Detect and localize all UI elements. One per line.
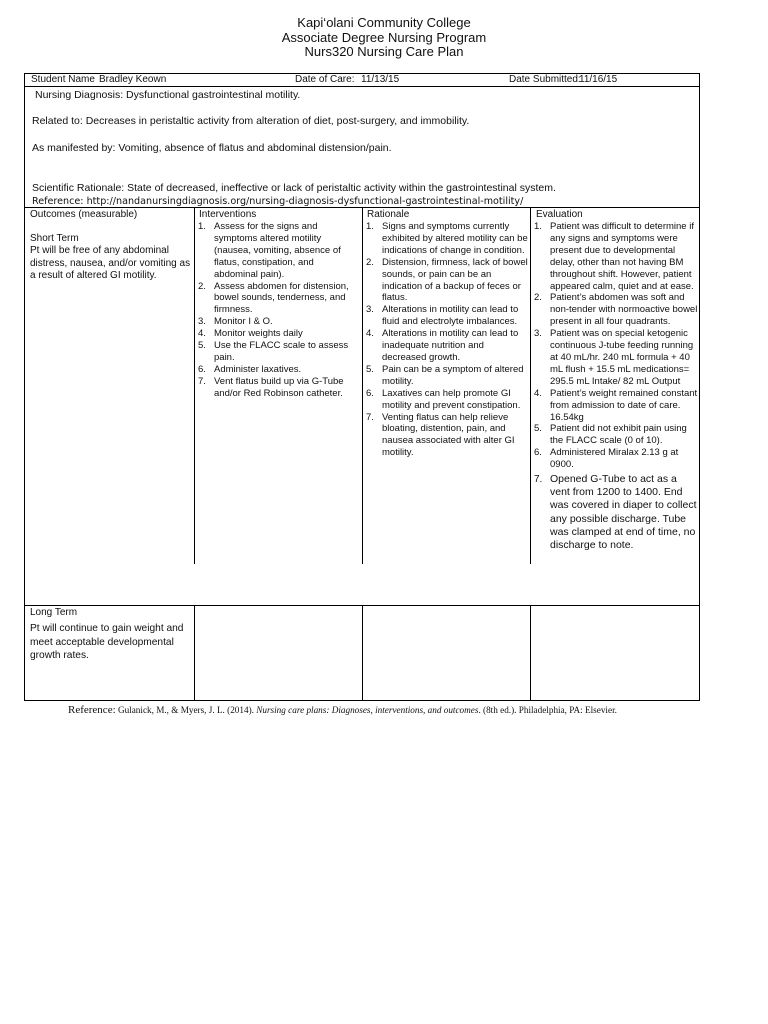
intervention-item: 6. Administer laxatives. [198, 363, 302, 375]
intervention-item: 3. Monitor I & O. [198, 316, 273, 328]
evaluation-item: 3. Patient was on special ketogenic continuous J-tube feeding running at 40 mL/hr. 240 mL formula + 40 mL flush + 15.5 mL medications= 295.5 mL Intake/ 82 mL Output [534, 328, 694, 387]
intervention-item: 7. Vent flatus build up via G-Tube and/or Red Robinson catheter. [198, 375, 344, 399]
rationale-header: Rationale [367, 209, 410, 220]
citation-label: Reference: [68, 704, 116, 716]
evaluation-item: 1. Patient was difficult to determine if any signs and symptoms were present due to developmental delay, other than not having BM throughout shift. However, patient appeared calm, quiet and at ease. [534, 221, 694, 292]
short-term-label: Short Term [30, 233, 79, 244]
rationale-item: 7. Venting flatus can help relieve bloating, distention, pain, and nausea associated with alter GI motility. [366, 411, 515, 459]
col-divider-2a [362, 207, 363, 564]
intervention-item: 2. Assess abdomen for distension, bowel sounds, tenderness, and firmness. [198, 280, 349, 316]
col-divider-3b [530, 605, 531, 701]
course-title: Nurs320 Nursing Care Plan [304, 44, 464, 59]
date-submitted: 11/16/15 [579, 74, 618, 85]
college-name: Kapi‘olani Community College [297, 15, 471, 30]
rationale-item: 1. Signs and symptoms currently exhibited by altered motility can be indications of change in condition. [366, 221, 528, 256]
date-submitted-label: Date Submitted: [509, 74, 581, 85]
citation-title: Nursing care plans: Diagnoses, interventions, and outcomes [256, 705, 479, 715]
col-divider-1b [194, 605, 195, 701]
date-of-care-label: Date of Care: [295, 74, 355, 85]
rationale-item: 6. Laxatives can help promote GI motility and prevent constipation. [366, 387, 521, 411]
citation [68, 704, 617, 716]
date-of-care: 11/13/15 [361, 74, 400, 85]
evaluation-list [532, 221, 698, 552]
evaluation-item: 2. Patient’s abdomen was soft and non-tender with normoactive bowel present in all four quadrants. [534, 292, 698, 328]
rationale-list [364, 221, 528, 459]
manifested-by: As manifested by: Vomiting, absence of flatus and abdominal distension/pain. [32, 142, 392, 154]
evaluation-item: 4. Patient’s weight remained constant from admission to date of care. 16.54kg [534, 387, 698, 423]
intervention-item: 4. Monitor weights daily [198, 328, 303, 340]
interventions-list [196, 221, 360, 400]
interventions-header: Interventions [199, 209, 257, 220]
nursing-diagnosis: Nursing Diagnosis: Dysfunctional gastrointestinal motility. [35, 89, 301, 101]
intervention-item: 5. Use the FLACC scale to assess pain. [198, 340, 349, 363]
student-name-label: Student Name [31, 74, 95, 85]
rationale-item: 4. Alterations in motility can lead to inadequate nutrition and decreased growth. [366, 328, 519, 363]
program-name: Associate Degree Nursing Program [281, 29, 487, 45]
evaluation-item: 7. Opened G-Tube to act as a vent from 1200 to 1400. End was covered in diaper to collect any possible discharge. Tube was clamped at end of time, no discharge to note. [534, 473, 697, 552]
col-divider-3a [530, 207, 531, 564]
evaluation-item: 5. Patient did not exhibit pain using the FLACC scale (0 of 10). [534, 423, 687, 447]
rationale-item: 2. Distension, firmness, lack of bowel sounds, or pain can be an indication of a backup of feces or flatus. [366, 256, 528, 304]
rationale-item: 3. Alterations in motility can lead to fluid and electrolyte imbalances. [366, 304, 519, 328]
citation-authors: Gulanick, M., & Myers, J. L. (2014). [117, 705, 254, 715]
reference-url: Reference: http://nandanursingdiagnosis.org/nursing-diagnosis-dysfunctional-gastrointestinal-motility/ [32, 196, 524, 207]
scientific-rationale: Scientific Rationale: State of decreased, ineffective or lack of peristaltic activity within the gastrointestinal system. [32, 182, 556, 194]
col-divider-2b [362, 605, 363, 701]
col-divider-1a [194, 207, 195, 564]
related-to: Related to: Decreases in peristaltic activity from alteration of diet, post-surgery, and immobility. [32, 115, 470, 127]
rationale-item: 5. Pain can be a symptom of altered motility. [366, 363, 524, 387]
document-header [0, 16, 768, 60]
citation-rest: . (8th ed.). Philadelphia, PA: Elsevier. [478, 705, 617, 715]
student-name: Bradley Keown [99, 74, 167, 85]
evaluation-item: 6. Administered Miralax 2.13 g at 0900. [534, 447, 679, 471]
evaluation-header: Evaluation [536, 209, 583, 220]
long-term-label: Long Term [30, 607, 78, 618]
outcomes-header: Outcomes (measurable) [30, 209, 138, 220]
intervention-item: 1. Assess for the signs and symptoms altered motility (nausea, vomiting, absence of flatus, constipation, and abdominal pain). [198, 221, 341, 280]
long-term-goal: Pt will continue to gain weight and meet acceptable developmental growth rates. [30, 623, 184, 661]
short-term-goal: Pt will be free of any abdominal distress, nausea, and/or vomiting as a result of altered GI motility. [30, 245, 191, 281]
info-row-divider [24, 86, 700, 87]
